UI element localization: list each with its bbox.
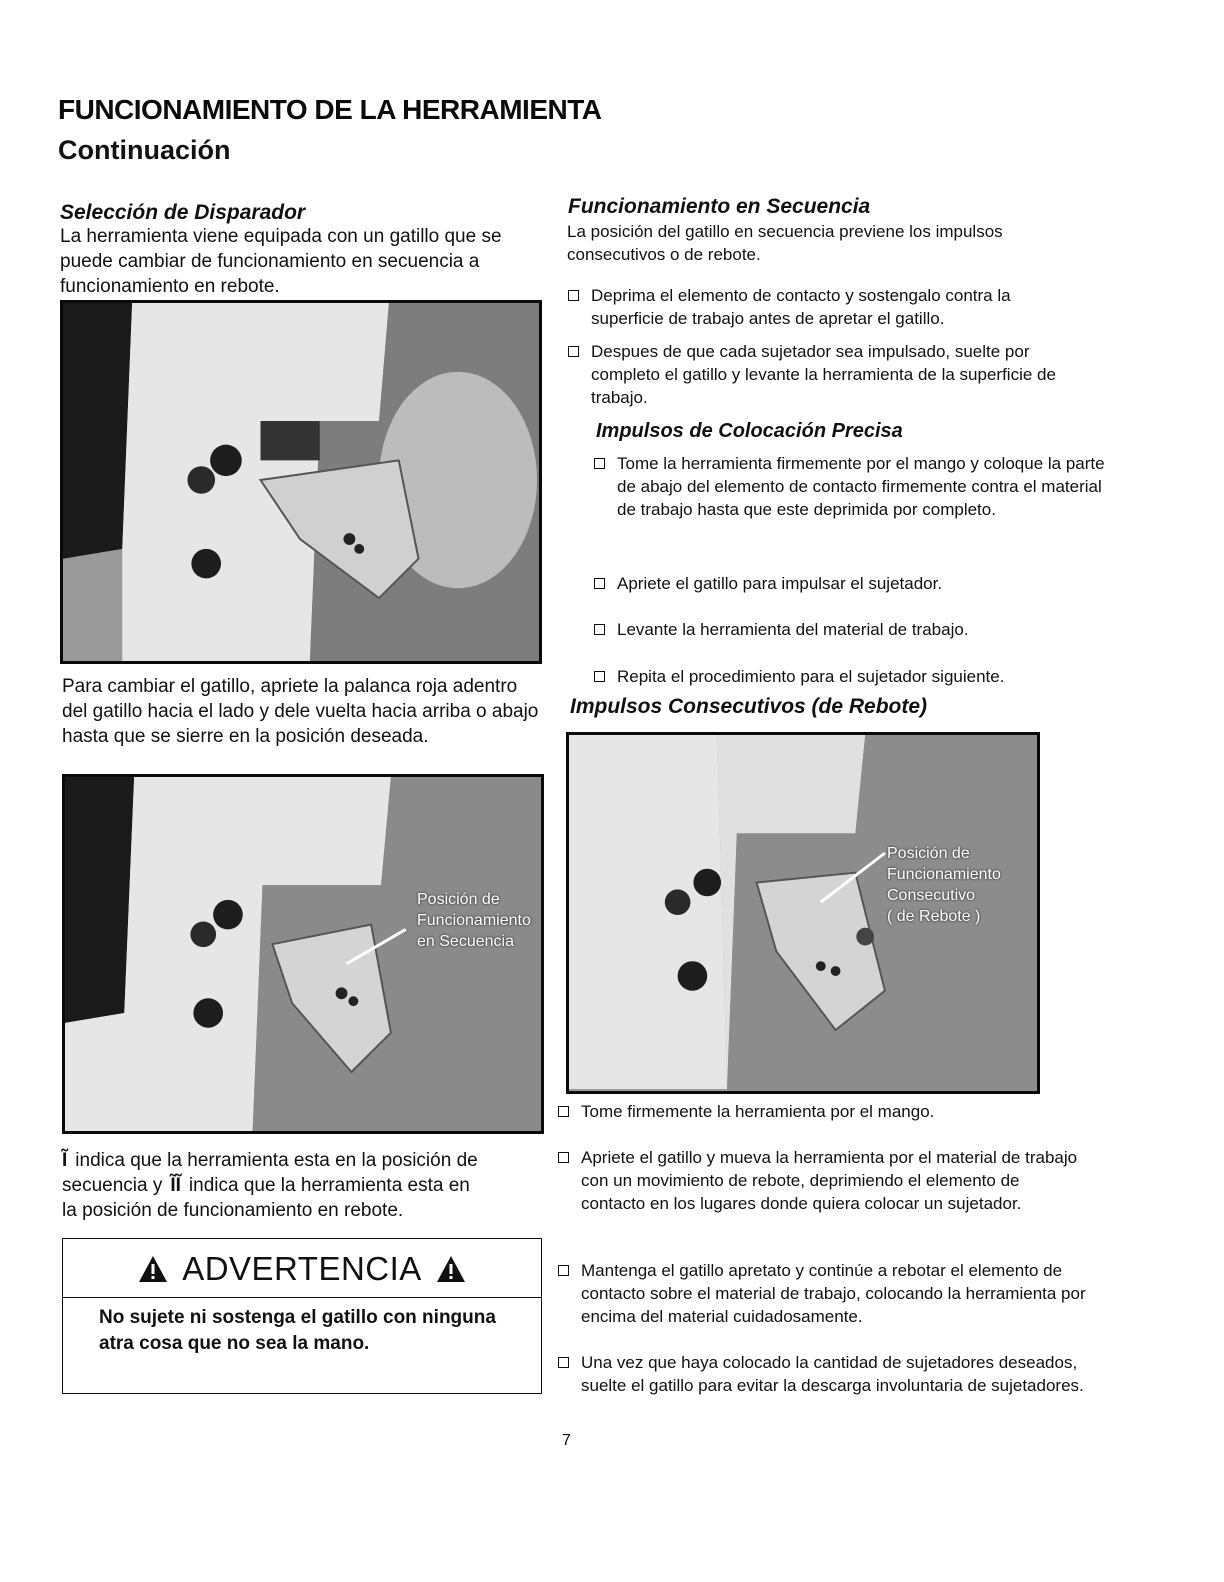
list-item-text: Apriete el gatillo y mueva la herramienta por el material de trabajo con un movimiento de rebote, deprimiendo el elemento de contacto en los lugares donde quiera colocar un sujetador. <box>581 1148 1078 1213</box>
list-item <box>558 1100 1088 1123</box>
trigger-selection-text: La herramienta viene equipada con un gatillo que se puede cambiar de funcionamiento en secuencia a funcionamiento en rebote. <box>60 226 502 297</box>
checkbox-icon <box>558 1265 569 1276</box>
nailer-trigger-illustration <box>63 303 539 661</box>
page-number: 7 <box>562 1432 571 1449</box>
callout-line: Funcionamiento <box>417 912 531 929</box>
list-item <box>568 284 1088 330</box>
sequence-operation-text: La posición del gatillo en secuencia previene los impulsos consecutivos o de rebote. <box>567 222 1003 264</box>
trigger-photo-2 <box>62 774 544 1134</box>
checkbox-icon <box>594 624 605 635</box>
list-item <box>558 1259 1088 1328</box>
warning-text: No sujete ni sostenga el gatillo con ninguna atra cosa que no sea la mano. <box>99 1307 496 1354</box>
trigger-selection-heading: Selección de Disparador <box>60 201 306 224</box>
list-item <box>558 1146 1088 1215</box>
warning-triangle-icon <box>436 1255 466 1283</box>
checkbox-icon <box>558 1106 569 1117</box>
warning-title-row <box>63 1245 541 1293</box>
precise-placement-heading: Impulsos de Colocación Precisa <box>596 420 903 442</box>
list-item-text: Tome firmemente la herramienta por el mango. <box>581 1102 935 1121</box>
checkbox-icon <box>594 458 605 469</box>
callout-line: Consecutivo <box>887 887 976 904</box>
list-item <box>594 452 1108 521</box>
list-item-text: Una vez que haya colocado la cantidad de sujetadores deseados, suelte el gatillo para evitar la descarga involuntaria de sujetadores. <box>581 1353 1084 1395</box>
list-item-text: Mantenga el gatillo apretato y continúe a rebotar el elemento de contacto sobre el material de trabajo, colocando la herramienta por encima del material cuidadosamente. <box>581 1261 1086 1326</box>
bump-operation-heading: Impulsos Consecutivos (de Rebote) <box>570 695 928 718</box>
list-item-text: Deprima el elemento de contacto y sostengalo contra la superficie de trabajo antes de apretar el gatillo. <box>591 286 1011 328</box>
list-item-text: Tome la herramienta firmemente por el mango y coloque la parte de abajo del elemento de contacto firmemente contra el material de trabajo hasta que este deprimida por completo. <box>617 454 1105 519</box>
list-item <box>594 572 1108 595</box>
change-trigger-text: Para cambiar el gatillo, apriete la palanca roja adentro del gatillo hacia el lado y dele vuelta hacia arriba o abajo hasta que se sierre en la posición deseada. <box>62 676 539 747</box>
warning-divider <box>63 1297 541 1298</box>
list-item <box>558 1351 1088 1397</box>
indicator-line: la posición de funcionamiento en rebote. <box>62 1200 404 1221</box>
warning-triangle-icon <box>138 1255 168 1283</box>
checkbox-icon <box>568 346 579 357</box>
callout-line: Funcionamiento <box>887 866 1001 883</box>
indicator-line: secuencia y <box>62 1175 163 1196</box>
checkbox-icon <box>594 578 605 589</box>
checkbox-icon <box>558 1357 569 1368</box>
list-item <box>594 665 1108 688</box>
page-title: FUNCIONAMIENTO DE LA HERRAMIENTA <box>58 94 602 125</box>
list-item-text: Despues de que cada sujetador sea impulsado, suelte por completo el gatillo y levante la herramienta de la superficie de trabajo. <box>591 342 1056 407</box>
single-trigger-icon: Ĩ <box>62 1150 68 1171</box>
warning-box <box>62 1238 542 1394</box>
sequence-operation-heading: Funcionamiento en Secuencia <box>568 195 871 218</box>
indicator-line: indica que la herramienta esta en <box>188 1175 470 1196</box>
sequence-position-callout <box>417 889 531 952</box>
callout-line: en Secuencia <box>417 933 514 950</box>
callout-line: ( de Rebote ) <box>887 908 981 925</box>
list-item <box>594 618 1108 641</box>
trigger-photo-3 <box>566 732 1040 1094</box>
nailer-sequence-illustration <box>65 777 541 1131</box>
checkbox-icon <box>558 1152 569 1163</box>
list-item <box>568 340 1088 409</box>
list-item-text: Repita el procedimiento para el sujetador siguiente. <box>617 667 1005 686</box>
list-item-text: Apriete el gatillo para impulsar el sujetador. <box>617 574 943 593</box>
double-trigger-icon: ĨĨ <box>170 1175 181 1196</box>
trigger-photo-1 <box>60 300 542 664</box>
bump-position-callout <box>887 843 1001 927</box>
warning-title: ADVERTENCIA <box>182 1250 422 1287</box>
callout-line: Posición de <box>887 845 970 862</box>
indicator-line: indica que la herramienta esta en la posición de <box>75 1150 478 1171</box>
checkbox-icon <box>568 290 579 301</box>
page-subtitle: Continuación <box>58 135 231 165</box>
list-item-text: Levante la herramienta del material de trabajo. <box>617 620 969 639</box>
callout-line: Posición de <box>417 891 500 908</box>
trigger-indicator-note <box>62 1148 542 1223</box>
checkbox-icon <box>594 671 605 682</box>
